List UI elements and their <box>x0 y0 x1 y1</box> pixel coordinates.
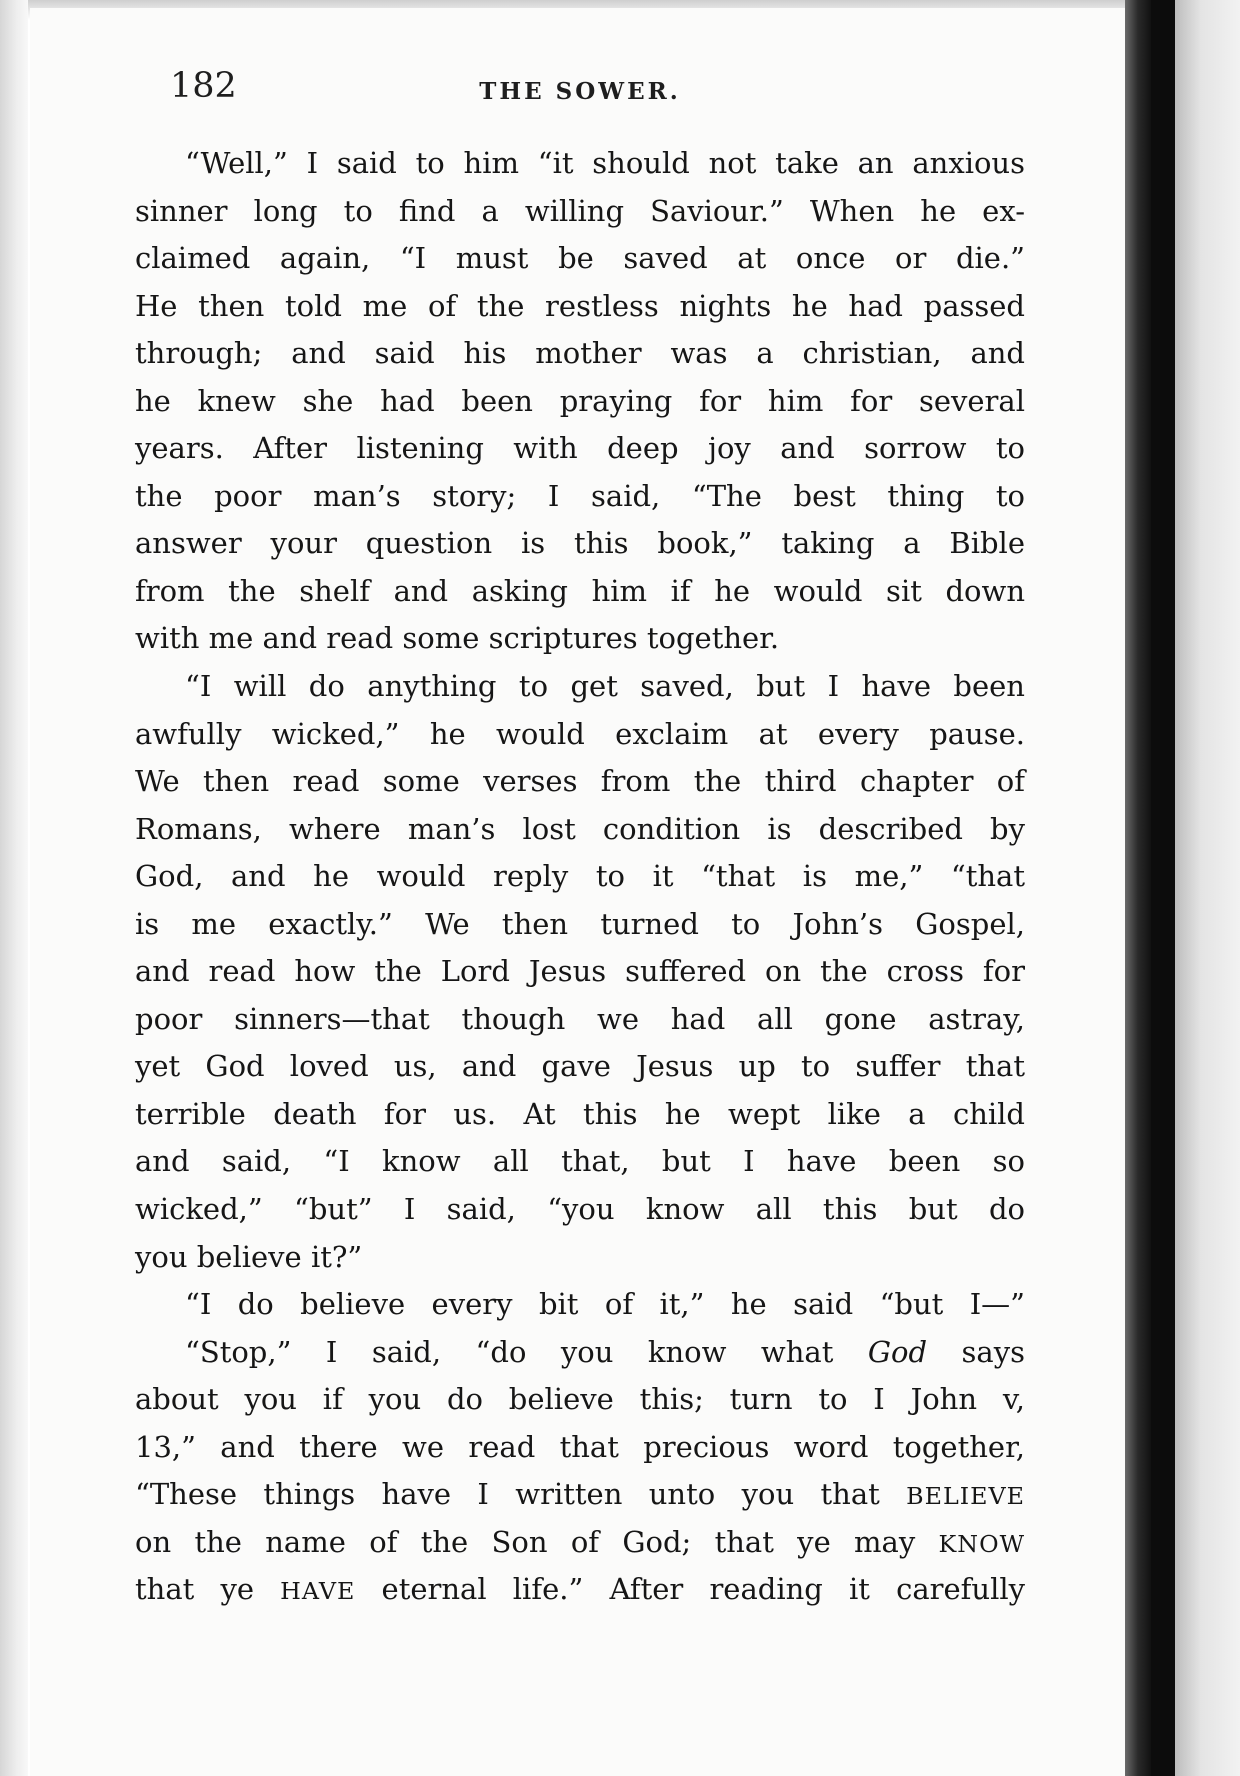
text-line: “I will do anything to get saved, but I have been <box>185 669 1025 704</box>
text-line <box>135 1566 1025 1614</box>
text-line: through; and said his mother was a christian, and <box>135 336 1025 371</box>
paragraph <box>135 663 1025 1281</box>
text-run: “Stop,” I said, “do you know what <box>185 1334 868 1369</box>
text-line: wicked,” “but” I said, “you know all this but do <box>135 1192 1025 1227</box>
running-title: THE SOWER. <box>479 78 681 105</box>
text-line: about you if you do believe this; turn to I John v, <box>135 1382 1025 1417</box>
text-line <box>135 1471 1025 1519</box>
paragraph <box>135 140 1025 663</box>
text-line: years. After listening with deep joy and sorrow to <box>135 431 1025 466</box>
text-run: eternal life.” After reading it carefully <box>355 1572 1025 1607</box>
text-line: God, and he would reply to it “that is me,” “that <box>135 859 1025 894</box>
scan-left-edge <box>0 0 28 1776</box>
text-line: from the shelf and asking him if he would sit down <box>135 573 1025 608</box>
text-line: awfully wicked,” he would exclaim at every pause. <box>135 716 1025 751</box>
running-head <box>150 66 1010 126</box>
italic-word: God <box>867 1334 928 1369</box>
body-text <box>135 140 1025 1614</box>
text-line: Romans, where man’s lost condition is described by <box>135 811 1025 846</box>
text-line: is me exactly.” We then turned to John’s Gospel, <box>135 906 1025 941</box>
text-line: you believe it?” <box>135 1239 363 1274</box>
book-gutter-shadow <box>1125 0 1151 1776</box>
text-line: “I do believe every bit of it,” he said “but I—” <box>185 1287 1025 1322</box>
text-line: “Well,” I said to him “it should not take an anxious <box>185 146 1025 180</box>
paragraph <box>135 1329 1025 1614</box>
text-line: He then told me of the restless nights he had passed <box>135 288 1025 323</box>
page-number: 182 <box>170 66 237 106</box>
text-run: that ye <box>135 1572 281 1607</box>
text-line: yet God loved us, and gave Jesus up to suffer that <box>135 1049 1025 1084</box>
text-line: terrible death for us. At this he wept like a child <box>135 1096 1025 1131</box>
text-line: answer your question is this book,” taking a Bible <box>135 526 1025 561</box>
text-line: and said, “I know all that, but I have been so <box>135 1144 1025 1179</box>
text-line: claimed again, “I must be saved at once or die.” <box>135 241 1025 276</box>
facing-page-edge <box>1175 0 1240 1776</box>
small-caps-word: HAVE <box>280 1577 356 1606</box>
book-spine <box>1151 0 1175 1776</box>
text-line: with me and read some scriptures together. <box>135 621 780 656</box>
text-line: the poor man’s story; I said, “The best thing to <box>135 478 1025 513</box>
text-line: poor sinners—that though we had all gone astray, <box>135 1001 1025 1036</box>
text-line: We then read some verses from the third chapter of <box>135 764 1025 799</box>
text-line: 13,” and there we read that precious word together, <box>135 1429 1025 1464</box>
text-line <box>135 1329 1025 1377</box>
text-run: “These things have I written unto you that <box>135 1477 907 1512</box>
paragraph <box>135 1281 1025 1329</box>
text-line: sinner long to find a willing Saviour.” When he ex- <box>135 193 1025 228</box>
text-line: and read how the Lord Jesus suffered on the cross for <box>135 954 1025 989</box>
small-caps-word: KNOW <box>938 1529 1025 1558</box>
text-line <box>135 1519 1025 1567</box>
text-run: says <box>927 1334 1025 1369</box>
text-run: on the name of the Son of God; that ye may <box>135 1524 939 1559</box>
small-caps-word: BELIEVE <box>906 1482 1025 1511</box>
text-line: he knew she had been praying for him for several <box>135 383 1025 418</box>
